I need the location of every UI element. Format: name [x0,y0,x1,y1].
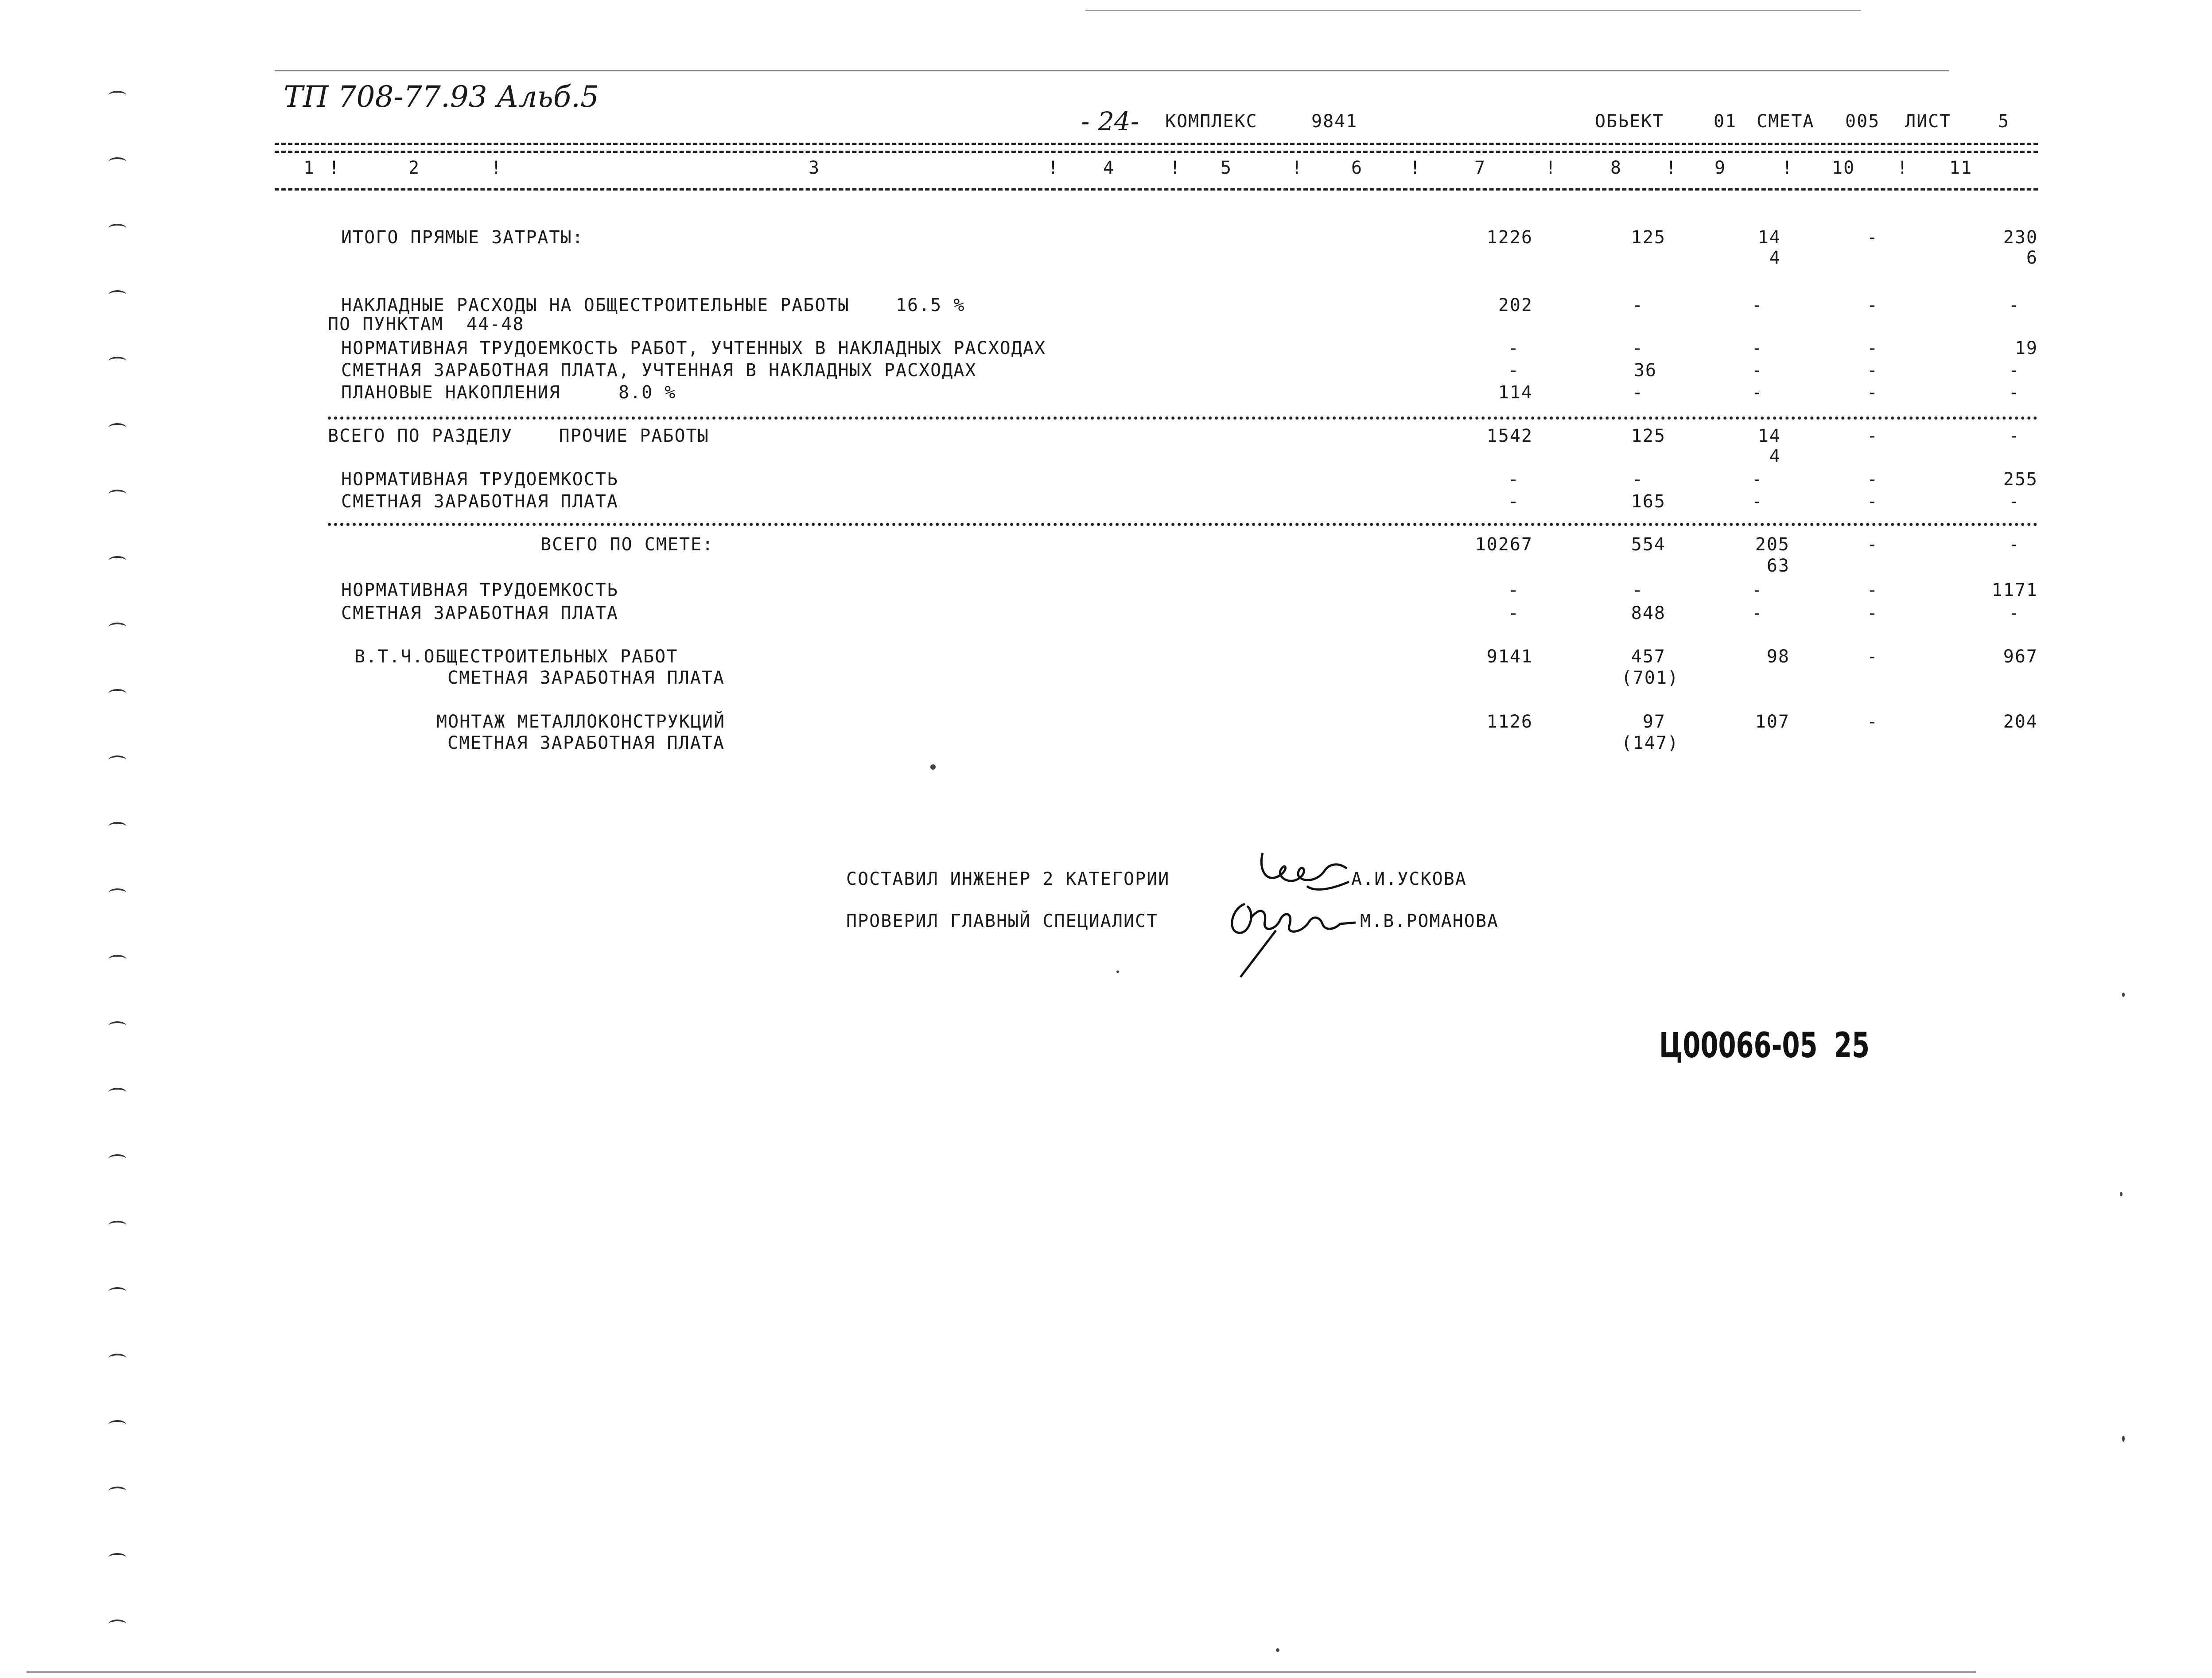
perforation-hole [109,1221,126,1230]
cell-col8-sub: (147) [1621,733,1679,753]
cell-col7: 1226 [1486,227,1533,248]
cell-col9-sub: 4 [1769,248,1781,268]
page-edge-top [1085,10,1861,11]
cell-col11: - [2008,491,2020,512]
cell-col10: - [1866,360,1878,381]
scan-speck [2122,1436,2125,1442]
header-rule-mid [275,151,2038,153]
row-label-sub: СМЕТНАЯ ЗАРАБОТНАЯ ПЛАТА [447,668,725,688]
cell-col8: 125 [1631,426,1666,446]
section-divider [328,417,2038,420]
perforation-hole [109,91,126,100]
cell-col10: - [1866,227,1878,248]
col-sep: ! [329,158,341,178]
perforation-hole [109,290,126,299]
perforation-hole [109,955,126,964]
row-label: НОРМАТИВНАЯ ТРУДОЕМКОСТЬ РАБОТ, УЧТЕННЫХ В НАКЛАДНЫХ РАСХОДАХ [341,338,1046,358]
checked-name: М.В.РОМАНОВА [1360,911,1499,931]
page-edge-bottom [27,1671,1976,1673]
perforation-hole [109,1088,126,1097]
col-header-3: 3 [809,158,820,178]
cell-col9: - [1751,382,1763,403]
checked-signature [1214,891,1365,979]
cell-col9: - [1751,469,1763,490]
row-label: ВСЕГО ПО РАЗДЕЛУ ПРОЧИЕ РАБОТЫ [328,426,709,446]
cell-col7: 202 [1498,295,1533,315]
row-label-sub: ПО ПУНКТАМ 44-48 [328,314,525,335]
scan-speck [1276,1648,1279,1652]
kompleks-label: КОМПЛЕКС [1165,111,1258,132]
row-label: НАКЛАДНЫЕ РАСХОДЫ НА ОБЩЕСТРОИТЕЛЬНЫЕ РАБОТЫ 16.5 % [341,295,965,315]
col-header-7: 7 [1474,158,1486,178]
cell-col7: - [1508,360,1520,381]
scan-speck [2122,993,2125,997]
header-rule-bottom [275,188,2038,191]
cell-col11: - [2008,426,2020,446]
perforation-hole [109,357,126,366]
col-header-10: 10 [1832,158,1855,178]
cell-col10: - [1866,646,1878,667]
col-sep: ! [1410,158,1422,178]
col-sep: ! [1545,158,1557,178]
col-header-11: 11 [1949,158,1973,178]
col-header-8: 8 [1610,158,1622,178]
row-label: ИТОГО ПРЯМЫЕ ЗАТРАТЫ: [341,227,584,248]
archive-page: 25 [1834,1026,1870,1066]
cell-col10: - [1866,603,1878,623]
cell-col11: 204 [2003,712,2038,732]
cell-col7: 9141 [1486,646,1533,667]
perforation-hole [109,224,126,233]
page-edge-upper [275,70,1949,71]
col-sep: ! [1897,158,1909,178]
cell-col7: - [1508,338,1520,358]
cell-col8: - [1632,382,1644,403]
row-label: В.Т.Ч.ОБЩЕСТРОИТЕЛЬНЫХ РАБОТ [354,646,678,667]
list-value: 5 [1998,111,2010,132]
col-header-4: 4 [1103,158,1115,178]
cell-col11: - [2008,603,2020,623]
row-label: СМЕТНАЯ ЗАРАБОТНАЯ ПЛАТА [341,603,618,623]
cell-col11: 230 [2003,227,2038,248]
archive-code: Ц00066-05 [1659,1026,1818,1066]
cell-col7: 114 [1498,382,1533,403]
composed-label: СОСТАВИЛ ИНЖЕНЕР 2 КАТЕГОРИИ [846,869,1170,889]
checked-label: ПРОВЕРИЛ ГЛАВНЫЙ СПЕЦИАЛИСТ [846,911,1158,931]
cell-col11-sub: 6 [2026,248,2038,268]
col-header-5: 5 [1221,158,1232,178]
cell-col8: 165 [1631,491,1666,512]
cell-col7: - [1508,491,1520,512]
composed-name: А.И.УСКОВА [1351,869,1467,889]
scan-speck [1116,970,1119,973]
cell-col8-sub: (701) [1621,668,1679,688]
perforation-hole [109,556,126,565]
row-label: МОНТАЖ МЕТАЛЛОКОНСТРУКЦИЙ [436,712,726,732]
cell-col9: - [1751,338,1763,358]
perforation-hole [109,1021,126,1030]
cell-col11: - [2008,534,2020,555]
cell-col11: 19 [2014,338,2038,358]
perforation-hole [109,490,126,498]
row-label: СМЕТНАЯ ЗАРАБОТНАЯ ПЛАТА, УЧТЕННАЯ В НАКЛАДНЫХ РАСХОДАХ [341,360,977,381]
cell-col8: - [1632,295,1644,315]
perforation-hole [109,755,126,764]
cell-col10: - [1866,426,1878,446]
cell-col10: - [1866,712,1878,732]
kompleks-value: 9841 [1311,111,1358,132]
section-divider [328,523,2038,526]
cell-col10: - [1866,469,1878,490]
cell-col10: - [1866,580,1878,600]
perforation-hole [109,1420,126,1429]
perforation-hole [109,157,126,166]
cell-col11: - [2008,382,2020,403]
cell-col8: 97 [1642,712,1666,732]
col-sep: ! [1048,158,1060,178]
cell-col9-sub: 63 [1766,556,1790,576]
perforation-hole [109,1287,126,1296]
obekt-label: ОБЬЕКТ [1595,111,1664,132]
cell-col11: 255 [2003,469,2038,490]
cell-col9: - [1751,603,1763,623]
cell-col9: - [1751,360,1763,381]
cell-col7: 1126 [1486,712,1533,732]
row-label: ВСЕГО ПО СМЕТЕ: [540,534,714,555]
cell-col8: - [1632,580,1644,600]
row-label: ПЛАНОВЫЕ НАКОПЛЕНИЯ 8.0 % [341,382,676,403]
perforation-hole [109,1620,126,1628]
cell-col9: - [1751,491,1763,512]
cell-col9: - [1751,580,1763,600]
perforation-hole [109,1154,126,1163]
scan-speck [930,764,936,770]
smeta-label: СМЕТА [1757,111,1815,132]
smeta-value: 005 [1845,111,1880,132]
cell-col9: 107 [1755,712,1790,732]
cell-col9: 98 [1766,646,1790,667]
perforation-hole [109,1354,126,1363]
cell-col11: 967 [2003,646,2038,667]
cell-col8: 457 [1631,646,1666,667]
doc-code-handwritten: ТП 708-77.93 Альб.5 [284,80,599,114]
cell-col9: 14 [1757,426,1781,446]
list-label: ЛИСТ [1905,111,1952,132]
col-header-6: 6 [1351,158,1363,178]
perforation-hole [109,888,126,897]
cell-col8: 36 [1633,360,1657,381]
cell-col9: - [1751,295,1763,315]
cell-col8: - [1632,469,1644,490]
cell-col9: 205 [1755,534,1790,555]
cell-col10: - [1866,534,1878,555]
perforation-hole [109,423,126,432]
cell-col10: - [1866,338,1878,358]
perforation-hole [109,822,126,831]
cell-col7: 1542 [1486,426,1533,446]
perforation-hole [109,623,126,631]
col-sep: ! [1291,158,1303,178]
perforation-hole [109,1487,126,1495]
col-header-9: 9 [1714,158,1726,178]
cell-col9: 14 [1757,227,1781,248]
cell-col9-sub: 4 [1769,446,1781,467]
cell-col7: - [1508,469,1520,490]
obekt-value: 01 [1714,111,1737,132]
cell-col11: 1171 [1991,580,2038,600]
header-rule-top [275,143,2038,145]
cell-col11: - [2008,295,2020,315]
col-sep: ! [491,158,503,178]
cell-col8: - [1632,338,1644,358]
col-sep: ! [1782,158,1794,178]
scan-speck [2120,1192,2123,1196]
cell-col7: - [1508,580,1520,600]
cell-col7: 10267 [1475,534,1533,555]
col-sep: ! [1170,158,1182,178]
col-sep: ! [1666,158,1678,178]
row-label-sub: СМЕТНАЯ ЗАРАБОТНАЯ ПЛАТА [447,733,725,753]
cell-col11: - [2008,360,2020,381]
cell-col8: 848 [1631,603,1666,623]
col-header-1: 1 [303,158,315,178]
col-header-2: 2 [408,158,420,178]
row-label: НОРМАТИВНАЯ ТРУДОЕМКОСТЬ [341,580,618,600]
page-mark-handwritten: - 24- [1081,106,1139,136]
cell-col8: 125 [1631,227,1666,248]
cell-col8: 554 [1631,534,1666,555]
perforation-hole [109,689,126,698]
cell-col10: - [1866,491,1878,512]
perforation-hole [109,1553,126,1562]
cell-col7: - [1508,603,1520,623]
cell-col10: - [1866,382,1878,403]
row-label: НОРМАТИВНАЯ ТРУДОЕМКОСТЬ [341,469,618,490]
row-label: СМЕТНАЯ ЗАРАБОТНАЯ ПЛАТА [341,491,618,512]
cell-col10: - [1866,295,1878,315]
